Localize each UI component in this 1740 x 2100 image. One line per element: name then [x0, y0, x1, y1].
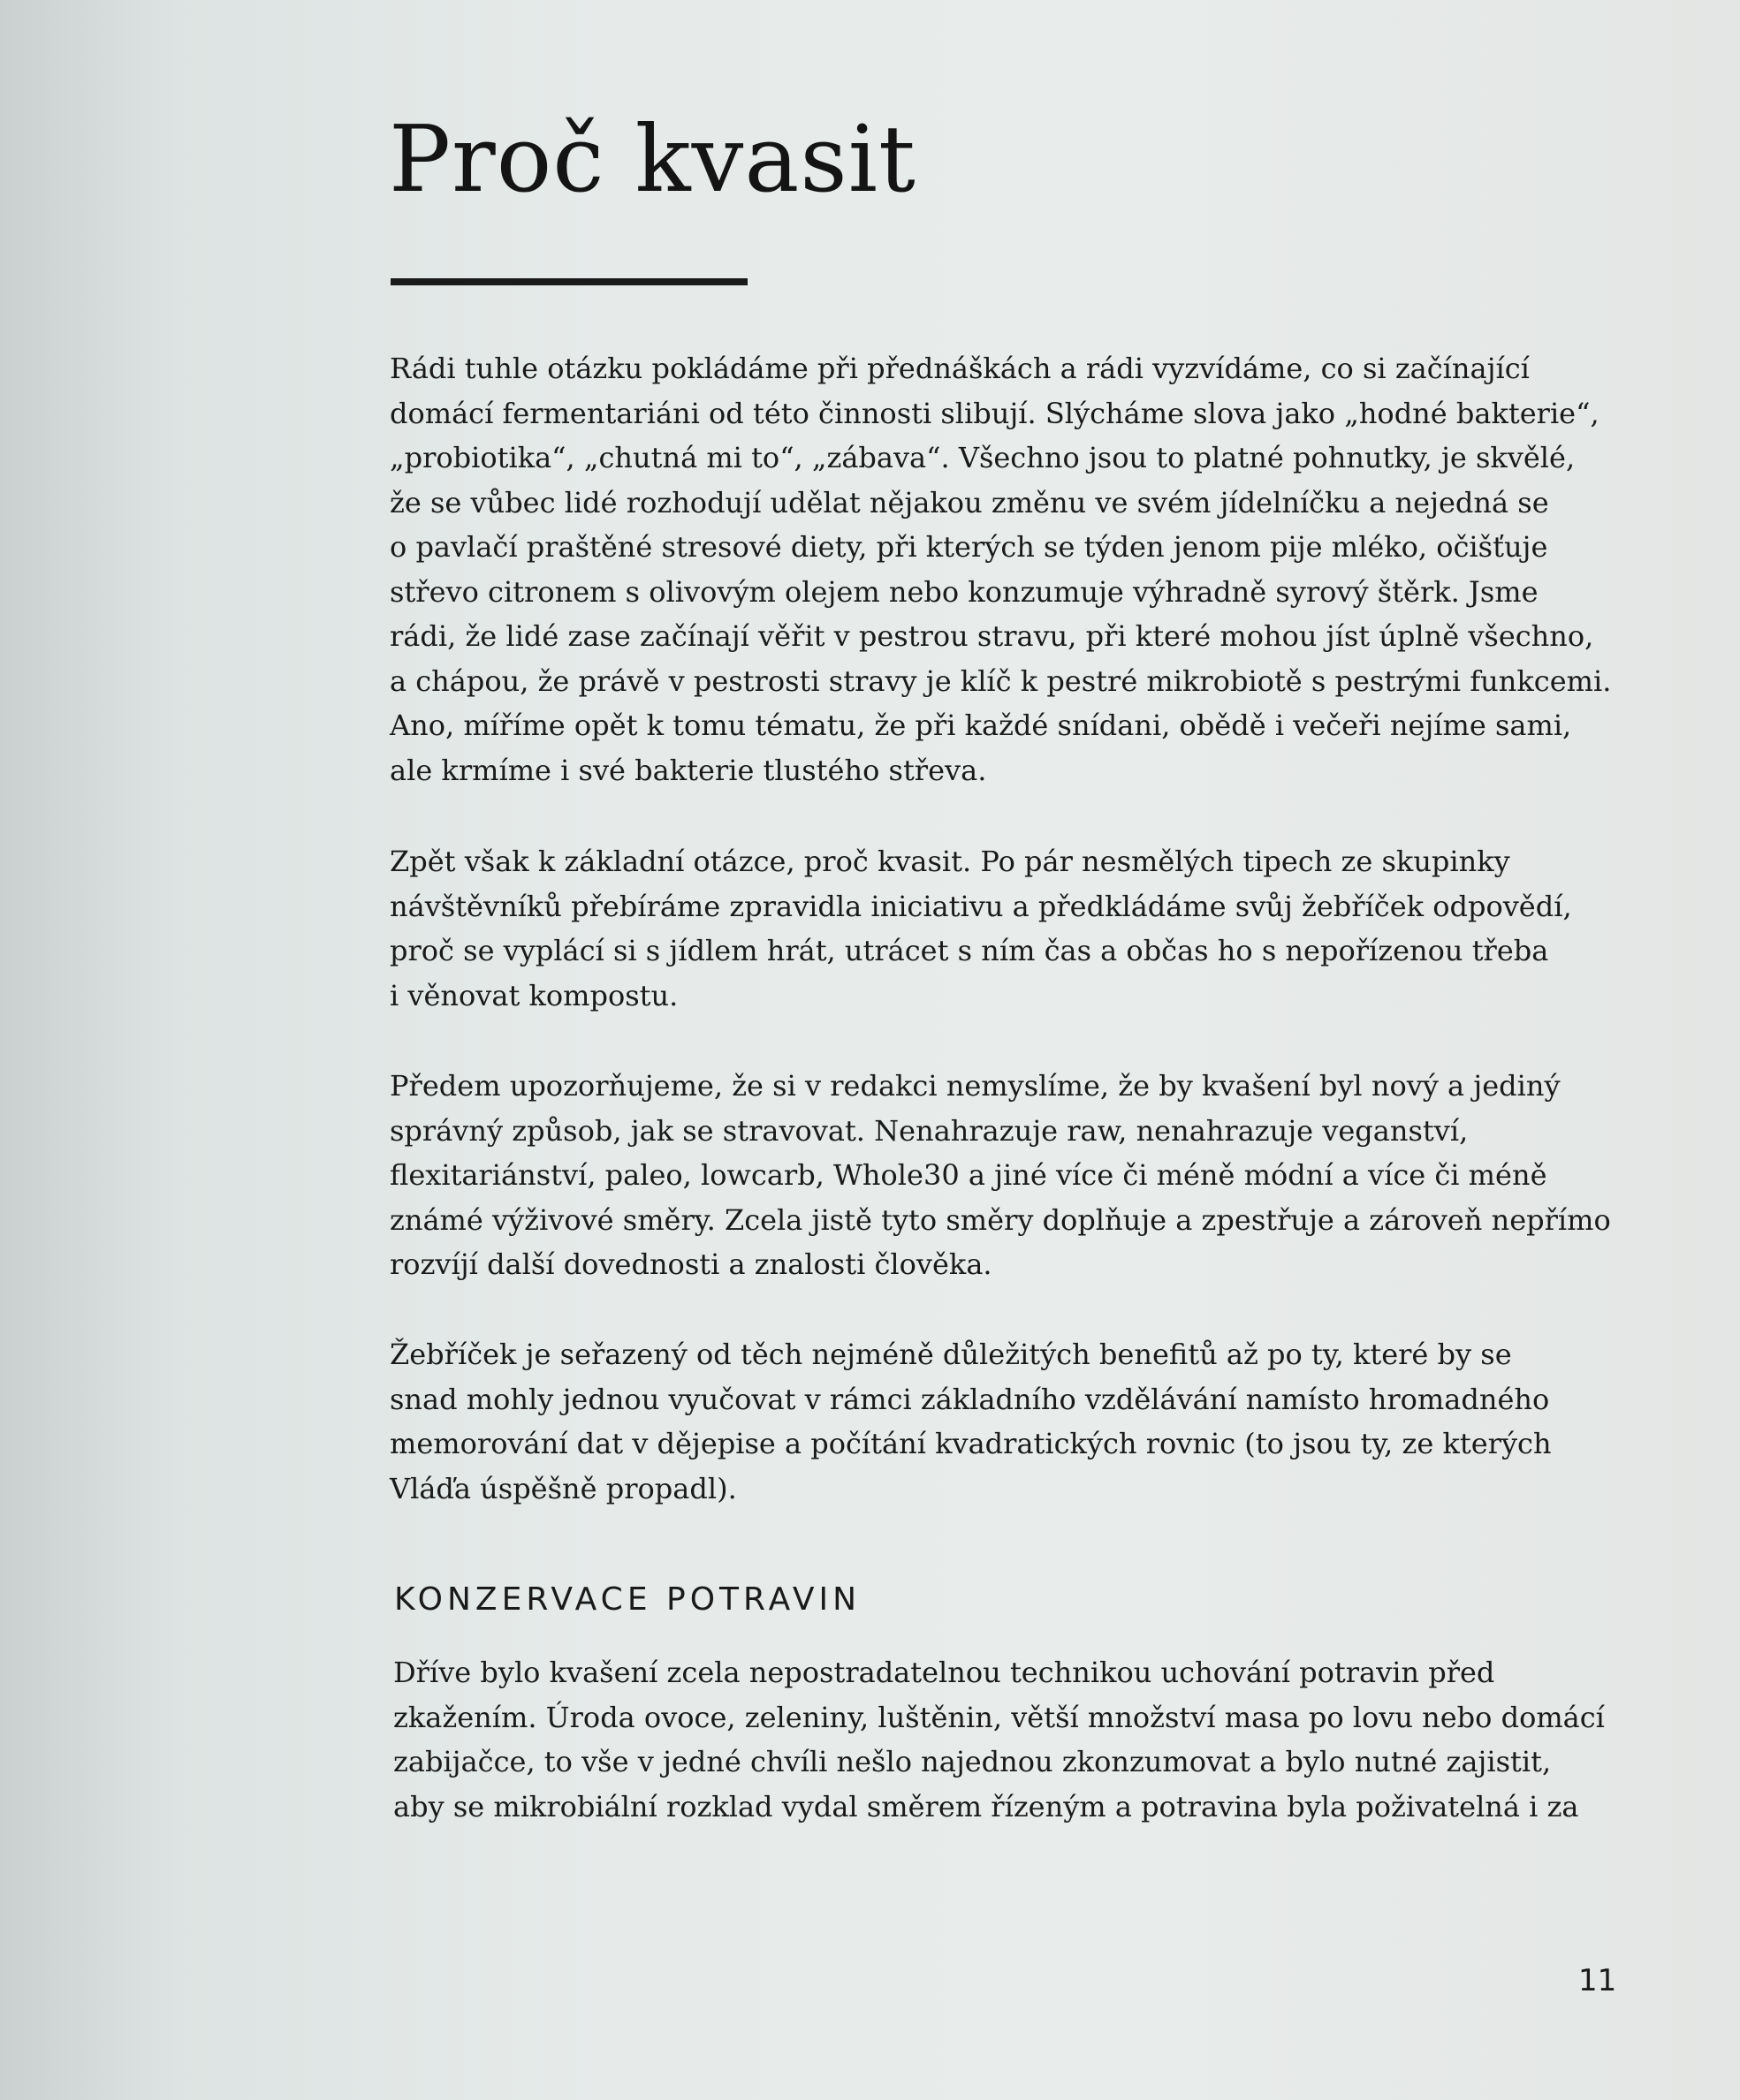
- text-line: střevo citronem s olivovým olejem nebo konzumuje výhradně syrový štěrk. Jsme: [390, 574, 1539, 609]
- paragraph-question: [390, 839, 1627, 1018]
- title-underline: [391, 278, 748, 285]
- text-line: ale krmíme i své bakterie tlustého střeva.: [390, 753, 987, 787]
- text-line: rozvíjí další dovednosti a znalosti člověka.: [390, 1247, 992, 1281]
- text-line: „probiotika“, „chutná mi to“, „zábava“. Všechno jsou to platné pohnutky, je skvělé,: [390, 441, 1576, 474]
- text-line: Žebříček je seřazený od těch nejméně důležitých benefitů až po ty, které by se: [390, 1338, 1512, 1371]
- text-line: správný způsob, jak se stravovat. Nenahrazuje raw, nenahrazuje veganství,: [390, 1113, 1469, 1148]
- text-line: Ano, míříme opět k tomu tématu, že při každé snídani, obědě i večeři nejíme sami,: [390, 709, 1572, 742]
- text-line: i věnovat kompostu.: [390, 978, 679, 1012]
- paragraph-intro: [390, 346, 1627, 792]
- text-line: memorování dat v dějepise a počítání kvadratických rovnic (to jsou ty, ze kterých: [390, 1427, 1552, 1460]
- text-line: zkažením. Úroda ovoce, zeleniny, luštěnin, větší množství masa po lovu nebo domácí: [393, 1700, 1605, 1734]
- paragraph-disclaimer: [390, 1064, 1627, 1287]
- text-line: a chápou, že právě v pestrosti stravy je klíč k pestré mikrobiotě s pestrými funkcemi.: [390, 663, 1612, 698]
- page-number: 11: [1578, 1963, 1617, 1998]
- text-line: návštěvníků přebíráme zpravidla iniciativu a předkládáme svůj žebříček odpovědí,: [390, 889, 1572, 923]
- text-line: rádi, že lidé zase začínají věřit v pestrou stravu, při které mohou jíst úplně všechno,: [390, 619, 1594, 653]
- text-line: Dříve bylo kvašení zcela nepostradatelnou technikou uchování potravin před: [393, 1656, 1495, 1689]
- text-line: že se vůbec lidé rozhodují udělat nějakou změnu ve svém jídelníčku a nejedná se: [390, 485, 1549, 519]
- text-line: o pavlačí praštěné stresové diety, při kterých se týden jenom pije mléko, očišťuje: [390, 530, 1548, 564]
- paragraph-preservation: [393, 1650, 1630, 1829]
- text-line: Rádi tuhle otázku pokládáme při přednáškách a rádi vyzvídáme, co si začínající: [390, 352, 1530, 385]
- text-line: domácí fermentariáni od této činnosti slibují. Slýcháme slova jako „hodné bakterie“,: [390, 396, 1599, 430]
- paragraph-ranking: [390, 1332, 1627, 1511]
- text-line: flexitariánství, paleo, lowcarb, Whole30 a jiné více či méně módní a více či méně: [390, 1158, 1547, 1192]
- text-line: aby se mikrobiální rozklad vydal směrem řízeným a potravina byla poživatelná i za: [393, 1789, 1579, 1823]
- text-line: proč se vyplácí si s jídlem hrát, utrácet s ním čas a občas ho s nepořízenou třeba: [390, 934, 1549, 967]
- text-line: Předem upozorňujeme, že si v redakci nemyslíme, že by kvašení byl nový a jediný: [390, 1069, 1561, 1103]
- text-line: zabijačce, to vše v jedné chvíli nešlo najednou zkonzumovat a bylo nutné zajistit,: [393, 1745, 1552, 1778]
- text-line: Zpět však k základní otázce, proč kvasit. Po pár nesmělých tipech ze skupinky: [390, 845, 1510, 878]
- section-heading: KONZERVACE POTRAVIN: [394, 1581, 862, 1618]
- page-title: Proč kvasit: [389, 105, 916, 213]
- text-line: známé výživové směry. Zcela jistě tyto směry doplňuje a zpestřuje a zároveň nepřímo: [390, 1202, 1611, 1237]
- text-line: snad mohly jednou vyučovat v rámci základního vzdělávání namísto hromadného: [390, 1382, 1550, 1416]
- text-line: Vláďa úspěšně propadl).: [390, 1471, 737, 1505]
